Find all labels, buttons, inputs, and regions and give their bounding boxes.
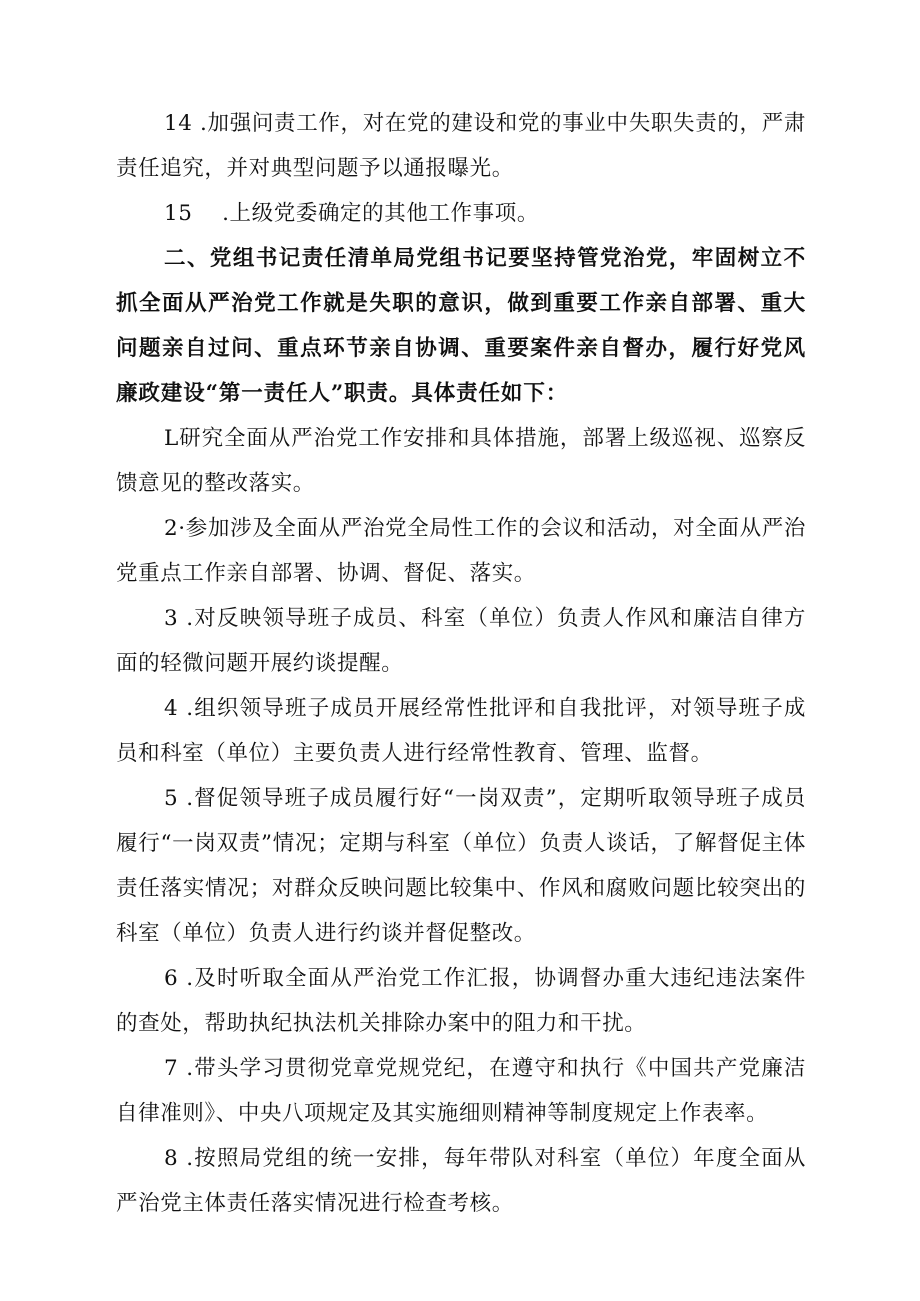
paragraph-item-8: 8 .按照局党组的统一安排，每年带队对科室（单位）年度全面从严治党主体责任落实情况进行检查考核。 [116, 1146, 806, 1216]
paragraph-item-14: 14 .加强问责工作，对在党的建设和党的事业中失职失责的，严肃责任追究，并对典型问题予以通报曝光。 [116, 111, 806, 181]
paragraph-item-7: 7 .带头学习贯彻党章党规党纪，在遵守和执行《中国共产党廉洁自律准则》、中央八项规定及其实施细则精神等制度规定上作表率。 [116, 1056, 806, 1126]
paragraph-item-5: 5 .督促领导班子成员履行好“一岗双责”，定期听取领导班子成员履行“一岗双责”情况；定期与科室（单位）负责人谈话，了解督促主体责任落实情况；对群众反映问题比较集中、作风和腐败问题比较突出的科室（单位）负责人进行约谈并督促整改。 [116, 786, 806, 946]
paragraph-item-4: 4 .组织领导班子成员开展经常性批评和自我批评，对领导班子成员和科室（单位）主要负责人进行经常性教育、管理、监督。 [116, 696, 806, 766]
paragraph-item-6: 6 .及时听取全面从严治党工作汇报，协调督办重大违纪违法案件的查处，帮助执纪执法机关排除办案中的阻力和干扰。 [116, 966, 806, 1036]
paragraph-item-3: 3 .对反映领导班子成员、科室（单位）负责人作风和廉洁自律方面的轻微问题开展约谈提醒。 [116, 606, 806, 676]
paragraph-item-15: 15 .上级党委确定的其他工作事项。 [164, 201, 539, 226]
paragraph-item-1: L研究全面从严治党工作安排和具体措施，部署上级巡视、巡察反馈意见的整改落实。 [116, 426, 806, 496]
paragraph-item-2: 2·参加涉及全面从严治党全局性工作的会议和活动，对全面从严治党重点工作亲自部署、协调、督促、落实。 [116, 516, 806, 586]
section-two-heading: 二、党组书记责任清单局党组书记要坚持管党治党，牢固树立不抓全面从严治党工作就是失职的意识，做到重要工作亲自部署、重大问题亲自过问、重点环节亲自协调、重要案件亲自督办，履行好党风廉政建设“第一责任人”职责。具体责任如下： [116, 246, 806, 406]
